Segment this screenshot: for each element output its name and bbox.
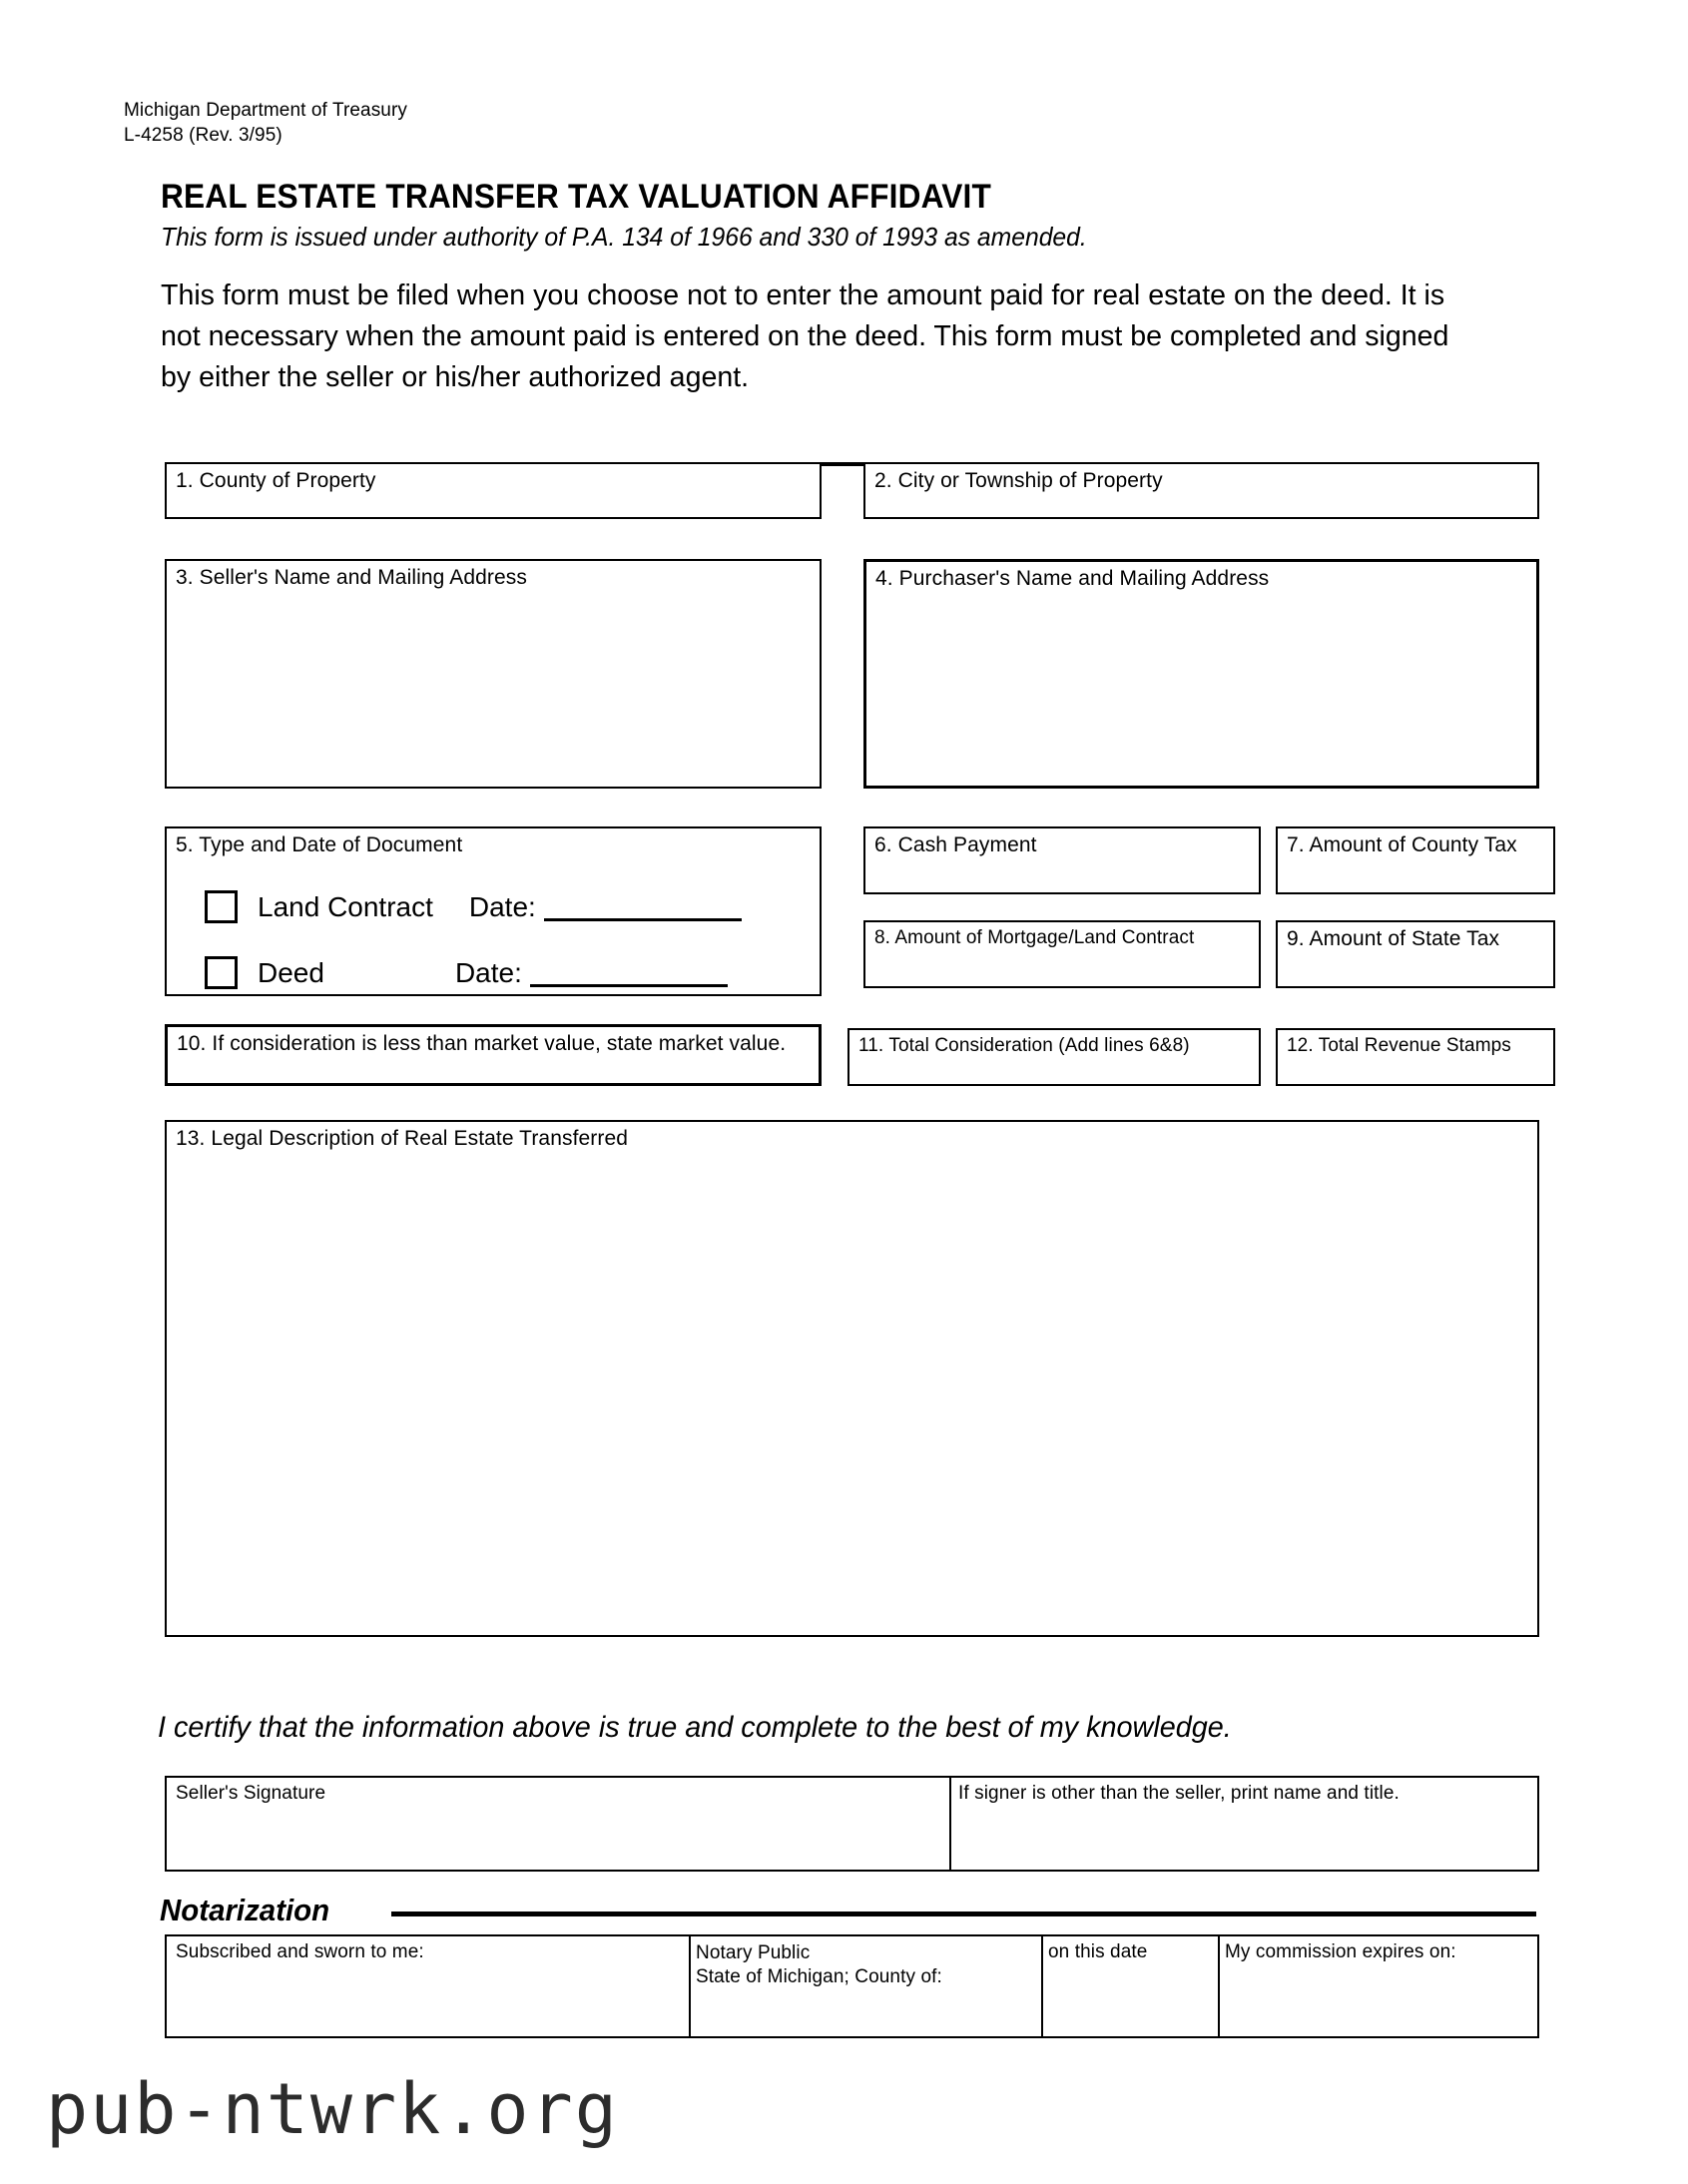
field-2-box[interactable] xyxy=(863,462,1539,519)
field-5-label: 5. Type and Date of Document xyxy=(176,833,463,856)
notary-public-line2: State of Michigan; County of: xyxy=(696,1965,942,1987)
on-this-date-input[interactable] xyxy=(1045,1986,1214,2034)
other-signer-input[interactable] xyxy=(953,1812,1534,1868)
form-number: L-4258 (Rev. 3/95) xyxy=(124,125,282,147)
notarization-rule xyxy=(391,1911,1536,1916)
field-9-label: 9. Amount of State Tax xyxy=(1287,927,1500,950)
subscribed-sworn-input[interactable] xyxy=(170,1986,684,2034)
deed-date-label: Date: xyxy=(454,956,522,988)
field-5-box[interactable] xyxy=(165,826,822,996)
notarization-divider-2 xyxy=(1041,1934,1043,2038)
field-3-label: 3. Seller's Name and Mailing Address xyxy=(176,566,527,589)
commission-expires-input[interactable] xyxy=(1222,1986,1534,2034)
agency-name: Michigan Department of Treasury xyxy=(124,100,407,121)
on-this-date-label: on this date xyxy=(1048,1941,1148,1962)
signature-row-divider xyxy=(949,1776,951,1872)
commission-expires-label: My commission expires on: xyxy=(1225,1941,1456,1962)
field-8-box[interactable] xyxy=(863,920,1261,988)
notary-public-label xyxy=(696,1941,995,1989)
field-13-box[interactable] xyxy=(165,1120,1539,1637)
field-6-label: 6. Cash Payment xyxy=(874,833,1037,856)
field-5-option-deed[interactable] xyxy=(205,956,728,989)
field-2-label: 2. City or Township of Property xyxy=(874,469,1163,492)
field-12-label: 12. Total Revenue Stamps xyxy=(1287,1035,1511,1056)
field-13-label: 13. Legal Description of Real Estate Transferred xyxy=(176,1127,629,1150)
field-4-box[interactable] xyxy=(863,559,1539,789)
field-12-box[interactable] xyxy=(1276,1028,1555,1086)
instructions-paragraph: This form must be filed when you choose not to enter the amount paid for real estate on the deed. It is not necessary when the amount paid is entered on the deed. This form must be completed and signed by either the seller or his/her authorized agent. xyxy=(161,279,1449,394)
field-7-label: 7. Amount of County Tax xyxy=(1287,833,1517,856)
land-contract-checkbox[interactable] xyxy=(205,890,238,923)
land-contract-label: Land Contract xyxy=(258,890,433,922)
field-3-box[interactable] xyxy=(165,559,822,789)
seller-signature-input[interactable] xyxy=(170,1812,944,1868)
deed-label: Deed xyxy=(258,956,324,988)
field-10-label: 10. If consideration is less than market value, state market value. xyxy=(177,1032,787,1055)
land-contract-date-input[interactable] xyxy=(544,892,742,921)
field-5-option-land-contract[interactable] xyxy=(205,890,742,923)
field-7-box[interactable] xyxy=(1276,826,1555,894)
page-title: REAL ESTATE TRANSFER TAX VALUATION AFFIDAVIT xyxy=(161,178,992,216)
field-4-label: 4. Purchaser's Name and Mailing Address xyxy=(875,567,1270,590)
field-6-box[interactable] xyxy=(863,826,1261,894)
field-11-label: 11. Total Consideration (Add lines 6&8) xyxy=(858,1035,1190,1056)
other-signer-label: If signer is other than the seller, print name and title. xyxy=(958,1783,1400,1804)
site-watermark: pub-ntwrk.org xyxy=(46,2068,619,2150)
field-10-box[interactable] xyxy=(165,1024,822,1086)
field-1-label: 1. County of Property xyxy=(176,469,376,492)
deed-date-input[interactable] xyxy=(530,958,728,987)
land-contract-date-label: Date: xyxy=(468,890,536,922)
notary-county-input[interactable] xyxy=(693,2001,1037,2034)
field-8-label: 8. Amount of Mortgage/Land Contract xyxy=(874,927,1195,948)
field-9-box[interactable] xyxy=(1276,920,1555,988)
field-11-box[interactable] xyxy=(847,1028,1261,1086)
notarization-divider-3 xyxy=(1218,1934,1220,2038)
subscribed-sworn-label: Subscribed and sworn to me: xyxy=(176,1941,424,1962)
authority-statement: This form is issued under authority of P.A. 134 of 1966 and 330 of 1993 as amended. xyxy=(161,222,1087,252)
deed-checkbox[interactable] xyxy=(205,956,238,989)
field-1-box[interactable] xyxy=(165,462,822,519)
certification-statement: I certify that the information above is true and complete to the best of my knowledge. xyxy=(158,1711,1232,1744)
notarization-divider-1 xyxy=(689,1934,691,2038)
notary-public-line1: Notary Public xyxy=(696,1942,811,1963)
notarization-heading: Notarization xyxy=(160,1893,330,1927)
seller-signature-label: Seller's Signature xyxy=(176,1783,326,1804)
agency-block xyxy=(124,98,407,149)
